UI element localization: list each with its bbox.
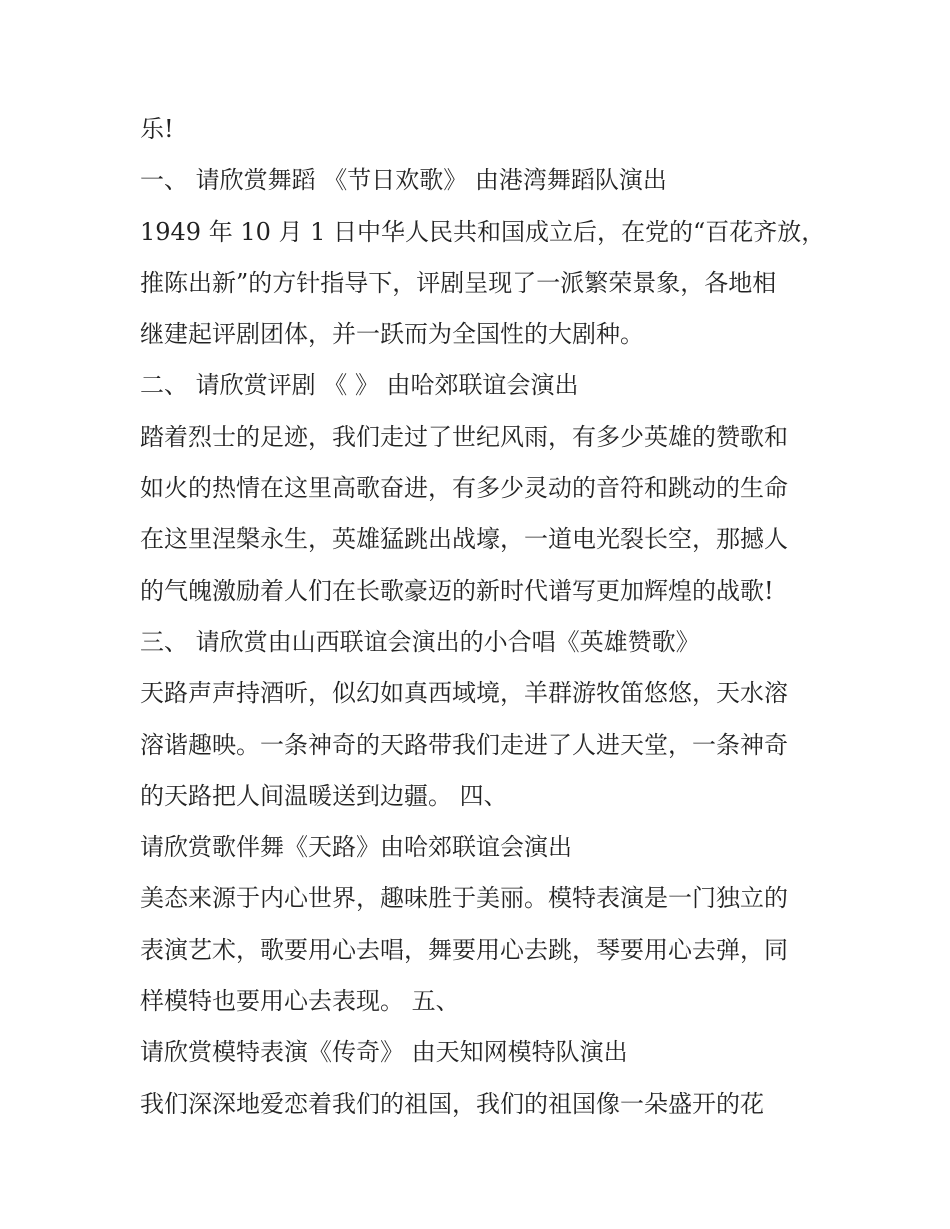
text-line: 的气魄激励着人们在长歌豪迈的新时代谱写更加辉煌的战歌! (140, 576, 774, 605)
text-line: 1949 年 10 月 1 日中华人民共和国成立后，在党的“百花齐放， (140, 217, 826, 246)
text-line: 在这里涅槃永生，英雄猛跳出战壕，一道电光裂长空，那撼人 (140, 525, 788, 554)
text-line: 如火的热情在这里高歌奋进，有多少灵动的音符和跳动的生命 (140, 474, 788, 503)
program-item-heading: 请欣赏歌伴舞《天路》由哈郊联谊会演出 (140, 833, 572, 862)
text-line: 踏着烈士的足迹，我们走过了世纪风雨，有多少英雄的赞歌和 (140, 422, 788, 451)
document-body (140, 104, 826, 1130)
program-item-heading: 请欣赏模特表演《传奇》 由天知网模特队演出 (140, 1038, 628, 1067)
text-line: 继建起评剧团体，并一跃而为全国性的大剧种。 (140, 320, 644, 349)
text-line: 推陈出新”的方针指导下，评剧呈现了一派繁荣景象，各地相 (140, 268, 777, 297)
program-item-heading: 二、 请欣赏评剧 《 》 由哈郊联谊会演出 (140, 371, 579, 400)
program-item-heading: 三、 请欣赏由山西联谊会演出的小合唱《英雄赞歌》 (140, 627, 700, 656)
text-line: 乐! (140, 115, 174, 143)
text-line: 样模特也要用心去表现。 五、 (140, 987, 460, 1016)
text-line: 美态来源于内心世界，趣味胜于美丽。模特表演是一门独立的 (140, 884, 788, 913)
program-item-heading: 一、 请欣赏舞蹈 《节日欢歌》 由港湾舞蹈队演出 (140, 166, 667, 195)
text-line: 溶谐趣映。一条神奇的天路带我们走进了人进天堂，一条神奇 (140, 730, 788, 759)
text-line: 表演艺术，歌要用心去唱，舞要用心去跳，琴要用心去弹，同 (140, 935, 788, 964)
text-line: 的天路把人间温暖送到边疆。 四、 (140, 781, 508, 810)
text-line: 天路声声持酒听，似幻如真西域境，羊群游牧笛悠悠，天水溶 (140, 679, 788, 708)
text-line: 我们深深地爱恋着我们的祖国，我们的祖国像一朵盛开的花 (140, 1089, 764, 1118)
